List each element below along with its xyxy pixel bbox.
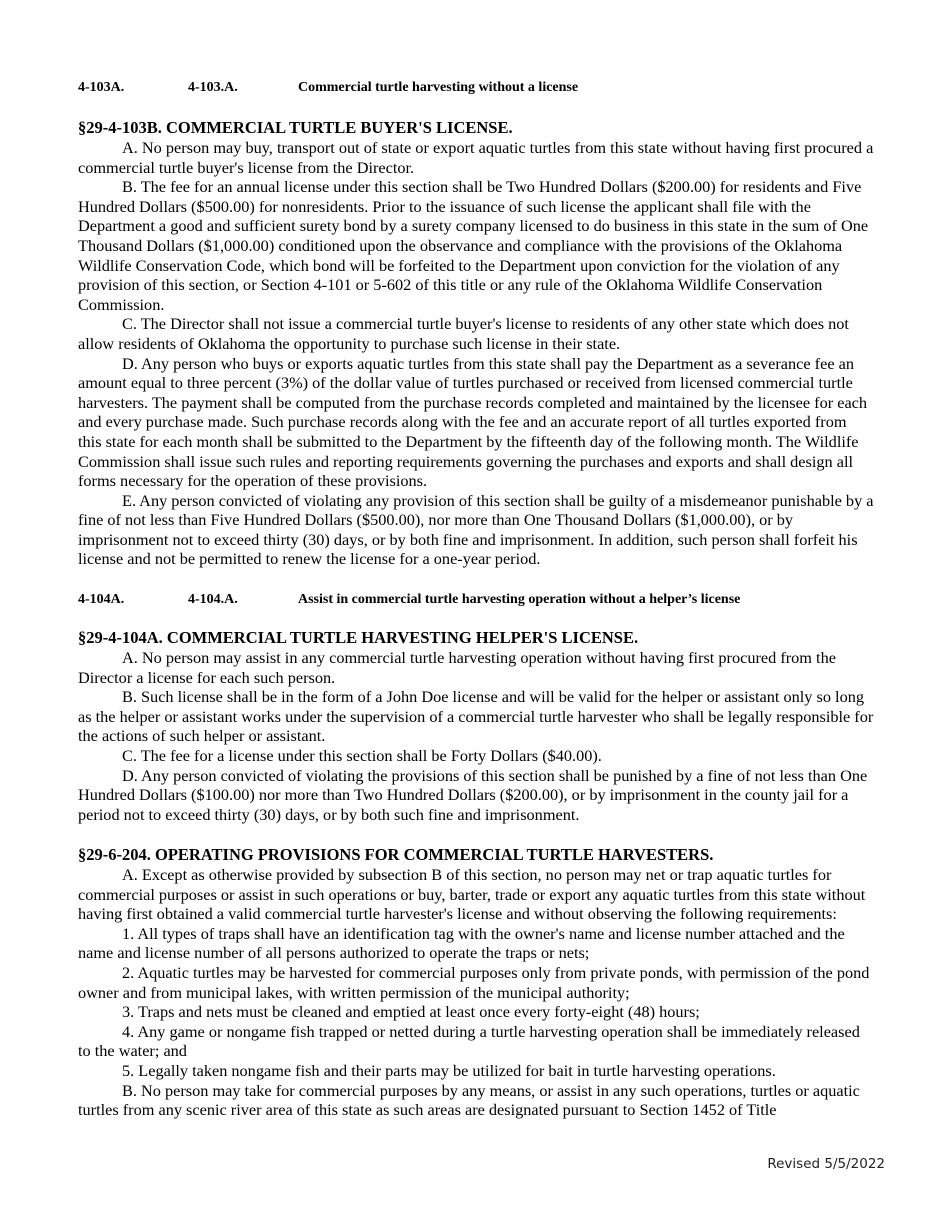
rule-description: Commercial turtle harvesting without a license (298, 80, 579, 95)
paragraph: 4. Any game or nongame fish trapped or netted during a turtle harvesting operation shall be immediately released to the water; and (78, 1021, 860, 1061)
section-4-103b (78, 118, 874, 569)
rule-code: 4-103A. (78, 80, 125, 95)
rule-reference-row (78, 79, 874, 97)
paragraph: A. No person may buy, transport out of state or export aquatic turtles from this state without having first procured a commercial turtle buyer's license from the Director. (78, 138, 874, 177)
revision-footer: Revised 5/5/2022 (767, 1156, 885, 1172)
rule-code-alt: 4-104.A. (188, 592, 238, 607)
rule-description: Assist in commercial turtle harvesting operation without a helper’s license (298, 592, 741, 607)
paragraph: B. The fee for an annual license under this section shall be Two Hundred Dollars ($200.00) for residents and Five Hundred Dollars ($500.00) for nonresidents. Prior to the issuance of such license the applicant shall file with the Department a good and sufficient surety bond by a surety company licensed to do business in this state in the sum of One Thousand Dollars ($1,000.00) conditioned upon the observance and compliance with the provisions of the Oklahoma Wildlife Conservation Code, which bond will be forfeited to the Department upon conviction for the violation of any provision of this section, or Section 4-101 or 5-602 of this title or any rule of the Oklahoma Wildlife Conservation Commission. (78, 177, 869, 314)
section-heading: §29-6-204. OPERATING PROVISIONS FOR COMMERCIAL TURTLE HARVESTERS. (78, 845, 714, 864)
section-heading: §29-4-103B. COMMERCIAL TURTLE BUYER'S LICENSE. (78, 118, 513, 137)
paragraph: C. The Director shall not issue a commercial turtle buyer's license to residents of any other state which does not allow residents of Oklahoma the opportunity to purchase such license in their state. (78, 314, 849, 353)
paragraph: 5. Legally taken nongame fish and their parts may be utilized for bait in turtle harvesting operations. (122, 1060, 776, 1080)
section-4-104a (78, 628, 874, 824)
paragraph: D. Any person who buys or exports aquatic turtles from this state shall pay the Department as a severance fee an amount equal to three percent (3%) of the dollar value of turtles purchased or received from licensed commercial turtle harvesters. The payment shall be computed from the purchase records completed and maintained by the licensee for each and every purchase made. Such purchase records along with the fee and an accurate report of all turtles exported from this state for each month shall be submitted to the Department by the fifteenth day of the following month. The Wildlife Commission shall issue such rules and reporting requirements governing the purchases and exports and shall design all forms necessary for the operation of these provisions. (78, 353, 868, 491)
paragraph: B. No person may take for commercial purposes by any means, or assist in any such operations, turtles or aquatic turtles from any scenic river area of this state as such areas are designated pursuant to Section 1452 of Title (78, 1080, 860, 1120)
paragraph: B. Such license shall be in the form of a John Doe license and will be valid for the helper or assistant only so long as the helper or assistant works under the supervision of a commercial turtle harvester who shall be legally responsible for the actions of such helper or assistant. (78, 687, 874, 746)
paragraph: D. Any person convicted of violating the provisions of this section shall be punished by a fine of not less than One Hundred Dollars ($100.00) nor more than Two Hundred Dollars ($200.00), or by imprisonment in the county jail for a period not to exceed thirty (30) days, or by both such fine and imprisonment. (78, 765, 868, 824)
paragraph: A. No person may assist in any commercial turtle harvesting operation without having first procured from the Director a license for each such person. (78, 648, 836, 687)
rule-reference-row (78, 591, 874, 609)
rule-code-alt: 4-103.A. (188, 80, 238, 95)
section-6-204 (78, 845, 874, 1120)
paragraph: E. Any person convicted of violating any provision of this section shall be guilty of a misdemeanor punishable by a fine of not less than Five Hundred Dollars ($500.00), nor more than One Thousand Dollars ($1,000.00), or by imprisonment not to exceed thirty (30) days, or by both fine and imprisonment. In addition, such person shall forfeit his license and not be permitted to renew the license for a one-year period. (78, 490, 874, 569)
section-heading: §29-4-104A. COMMERCIAL TURTLE HARVESTING HELPER'S LICENSE. (78, 628, 639, 647)
paragraph: 3. Traps and nets must be cleaned and emptied at least once every forty-eight (48) hours; (122, 1002, 700, 1022)
rule-code: 4-104A. (78, 592, 125, 607)
paragraph: C. The fee for a license under this section shall be Forty Dollars ($40.00). (122, 745, 602, 765)
paragraph: 2. Aquatic turtles may be harvested for commercial purposes only from private ponds, with permission of the pond owner and from municipal lakes, with written permission of the municipal authority; (78, 962, 870, 1002)
paragraph: A. Except as otherwise provided by subsection B of this section, no person may net or trap aquatic turtles for commercial purposes or assist in such operations or buy, barter, trade or export any aquatic turtles from this state without having first obtained a valid commercial turtle harvester's license and without observing the following requirements: (78, 865, 866, 924)
paragraph: 1. All types of traps shall have an identification tag with the owner's name and license number attached and the name and license number of all persons authorized to operate the traps or nets; (78, 923, 845, 963)
